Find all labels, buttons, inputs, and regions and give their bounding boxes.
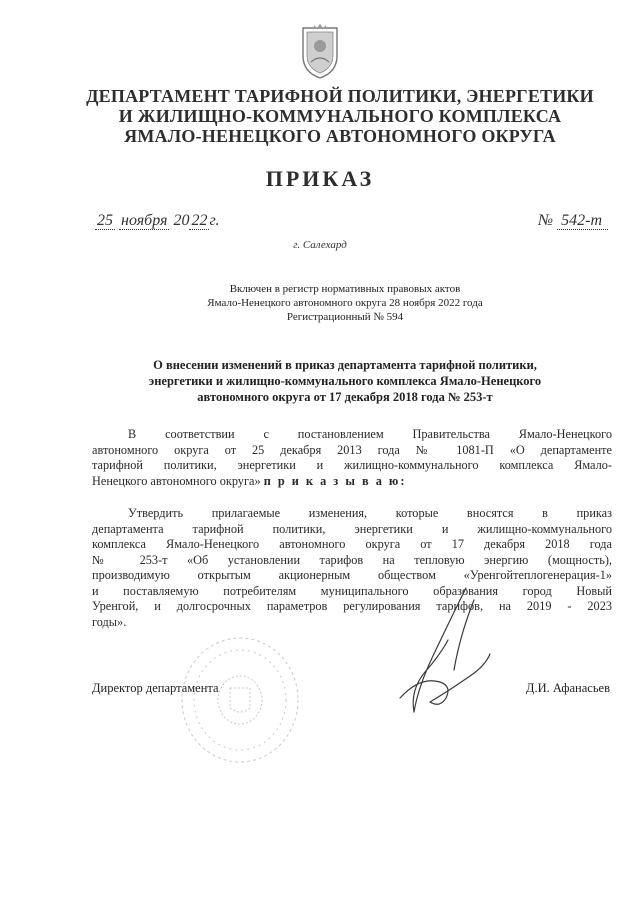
department-heading	[60, 86, 620, 146]
date-day: 25	[97, 212, 113, 229]
directive-paragraph	[92, 506, 612, 630]
date-year-suffix: 22	[191, 212, 208, 229]
paragraph-text: Ненецкого автономного округа»	[92, 473, 261, 488]
paragraph-line: производимую открытым акционерным обществом «Уренгойтеплогенерация-1»	[92, 568, 612, 582]
registration-line: Регистрационный № 594	[286, 311, 404, 323]
coat-of-arms-emblem	[297, 22, 343, 80]
number-value: 542-т	[557, 212, 608, 230]
date-year-prefix: 20	[173, 212, 190, 229]
paragraph-line: Утвердить прилагаемые изменения, которые вносятся в приказ	[128, 506, 612, 520]
registration-line: Включен в регистр нормативных правовых актов	[229, 283, 461, 295]
paragraph-line: автономного округа от 25 декабря 2013 года № 1081-П «О департаменте	[92, 442, 612, 457]
subject-line: автономного округа от 17 декабря 2018 года № 253-т	[197, 390, 493, 404]
paragraph-line: годы».	[92, 614, 127, 629]
registration-note	[160, 282, 530, 324]
official-seal-stamp	[175, 630, 305, 770]
preamble-paragraph	[92, 427, 612, 489]
number-label: №	[538, 212, 554, 229]
signatory-position: Директор департамента	[92, 681, 219, 695]
date-year-suffix-g: г.	[209, 212, 220, 229]
department-line: ЯМАЛО-НЕНЕЦКОГО АВТОНОМНОГО ОКРУГА	[124, 126, 556, 146]
paragraph-line-last	[92, 474, 612, 490]
subject-line: энергетики и жилищно-коммунального комплекса Ямало-Ненецкого	[148, 374, 542, 388]
registration-line: Ямало-Ненецкого автономного округа 28 ноября 2022 года	[207, 297, 483, 309]
signatory-name: Д.И. Афанасьев	[525, 681, 610, 695]
handwritten-signature	[370, 580, 510, 730]
paragraph-line: департамента тарифной политики, энергетики и жилищно-коммунального	[92, 521, 612, 536]
paragraph-line: № 253-т «Об установлении тарифов на тепловую энергию (мощность),	[92, 552, 612, 567]
order-date	[95, 212, 219, 230]
command-word: п р и к а з ы в а ю:	[263, 473, 407, 488]
subject-line: О внесении изменений в приказ департамента тарифной политики,	[153, 358, 537, 372]
document-type-title: ПРИКАЗ	[265, 166, 375, 191]
order-number	[538, 212, 608, 230]
date-month: ноября	[121, 212, 168, 229]
order-subject	[90, 357, 600, 405]
department-line: ДЕПАРТАМЕНТ ТАРИФНОЙ ПОЛИТИКИ, ЭНЕРГЕТИКИ	[86, 86, 594, 106]
paragraph-line: комплекса Ямало-Ненецкого автономного округа от 17 декабря 2018 года	[92, 537, 612, 551]
paragraph-line: В соответствии с постановлением Правительства Ямало-Ненецкого	[128, 427, 612, 441]
department-line: И ЖИЛИЩНО-КОММУНАЛЬНОГО КОМПЛЕКСА	[118, 106, 562, 126]
paragraph-line: и поставляемую потребителям муниципального образования город Новый	[92, 583, 612, 598]
city-line: г. Салехард	[293, 239, 347, 251]
paragraph-line: Уренгой, и долгосрочных параметров регулирования тарифов, на 2019 - 2023	[92, 599, 612, 613]
paragraph-line: тарифной политики, энергетики и жилищно-коммунального комплекса Ямало-	[92, 458, 612, 472]
